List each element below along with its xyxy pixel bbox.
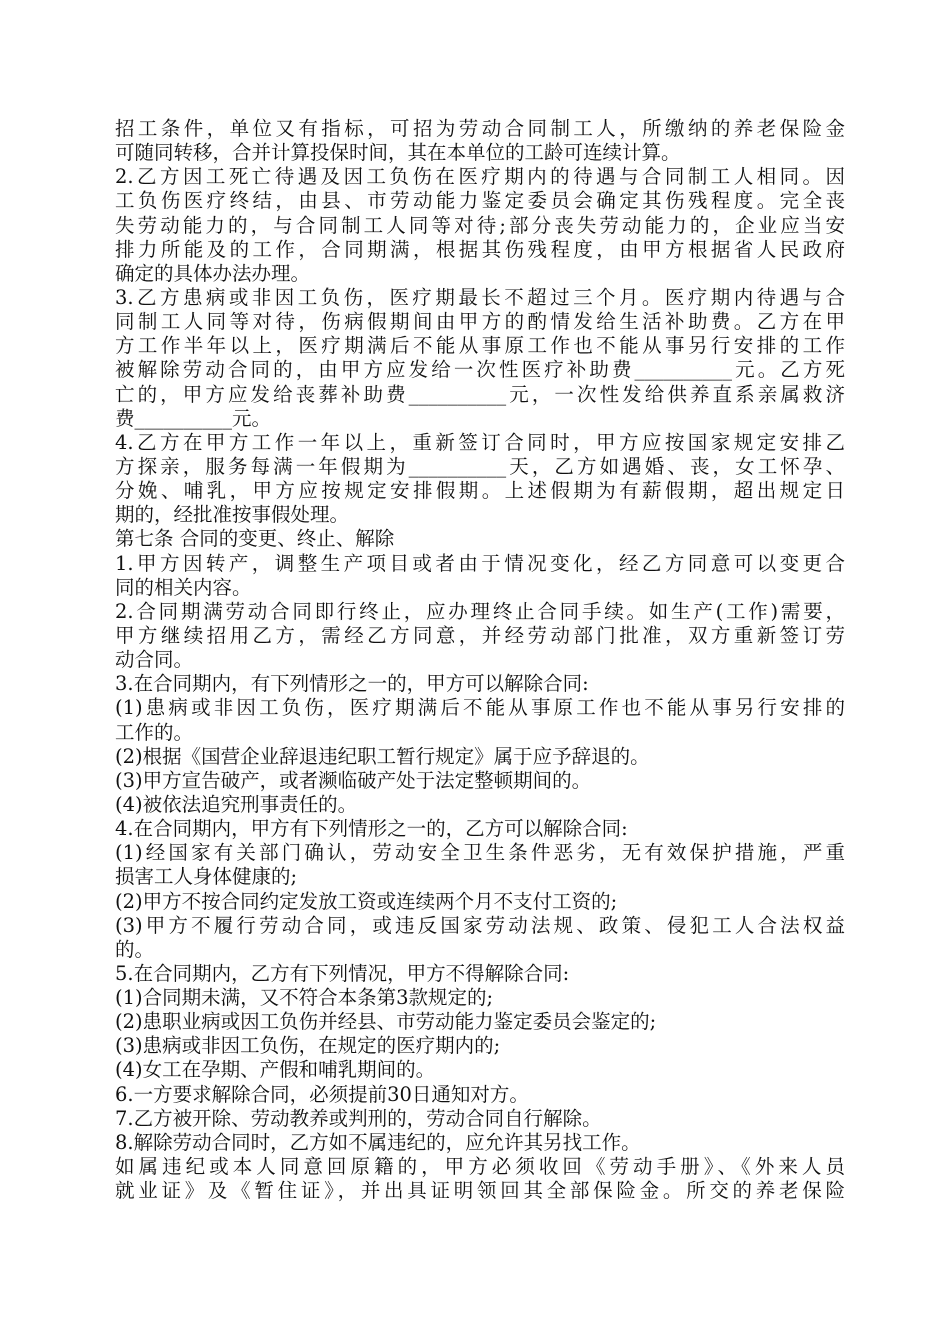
text-line: 确定的具体办法办理。 [115, 261, 311, 285]
text-line: (2)患职业病或因工负伤并经县、市劳动能力鉴定委员会鉴定的; [115, 1010, 657, 1034]
text-line: 4.乙方在甲方工作一年以上，重新签订合同时，甲方应按国家规定安排乙 [115, 430, 845, 454]
text-line: 分娩、哺乳，甲方应按规定安排假期。上述假期为有薪假期，超出规定日 [115, 479, 845, 503]
text-line: 3.乙方患病或非因工负伤，医疗期最长不超过三个月。医疗期内待遇与合 [115, 285, 845, 309]
text-line: 工作的。 [115, 720, 194, 744]
text-line: (4)女工在孕期、产假和哺乳期间的。 [115, 1058, 436, 1082]
text-line: 6.一方要求解除合同，必须提前30日通知对方。 [115, 1082, 529, 1106]
text-line: (3)甲方不履行劳动合同，或违反国家劳动法规、政策、侵犯工人合法权益 [115, 913, 845, 937]
text-line: 甲方继续招用乙方，需经乙方同意，并经劳动部门批准，双方重新签订劳 [115, 623, 845, 647]
text-line: (3)患病或非因工负伤，在规定的医疗期内的; [115, 1034, 501, 1058]
text-line: 3.在合同期内，有下列情形之一的，甲方可以解除合同: [115, 672, 589, 696]
text-line: 费__________元。 [115, 406, 272, 430]
text-line: 可随同转移，合并计算投保时间，其在本单位的工龄可连续计算。 [115, 141, 681, 165]
text-line: 招工条件，单位又有指标，可招为劳动合同制工人，所缴纳的养老保险金 [115, 117, 845, 140]
text-line: 方探亲，服务每满一年假期为__________天，乙方如遇婚、丧，女工怀孕、 [115, 454, 845, 478]
text-line: 方工作半年以上，医疗期满后不能从事原工作也不能从事另行安排的工作 [115, 334, 845, 358]
text-line: 亡的，甲方应发给丧葬补助费__________元，一次性发给供养直系亲属救济 [115, 382, 845, 406]
text-line: (3)甲方宣告破产，或者濒临破产处于法定整顿期间的。 [115, 768, 592, 792]
text-line: 4.在合同期内，甲方有下列情形之一的，乙方可以解除合同: [115, 817, 628, 841]
section-heading: 第七条 合同的变更、终止、解除 [115, 527, 395, 551]
text-line: (1)患病或非因工负伤，医疗期满后不能从事原工作也不能从事另行安排的 [115, 696, 845, 720]
text-line: 被解除劳动合同的，由甲方应发给一次性医疗补助费__________元。乙方死 [115, 358, 845, 382]
text-line: 损害工人身体健康的; [115, 865, 298, 889]
text-line: 失劳动能力的，与合同制工人同等对待;部分丧失劳动能力的，企业应当安 [115, 213, 845, 237]
text-line: (1)经国家有关部门确认，劳动安全卫生条件恶劣，无有效保护措施，严重 [115, 841, 845, 865]
text-line: 8.解除劳动合同时，乙方如不属违纪的，应允许其另找工作。 [115, 1130, 641, 1154]
text-line: (2)根据《国营企业辞退违纪职工暂行规定》属于应予辞退的。 [115, 744, 650, 768]
text-line: 动合同。 [115, 648, 194, 672]
text-line: 同制工人同等对待，伤病假期间由甲方的酌情发给生活补助费。乙方在甲 [115, 310, 845, 334]
text-line: 7.乙方被开除、劳动教养或判刑的，劳动合同自行解除。 [115, 1106, 602, 1130]
text-line: (4)被依法追究刑事责任的。 [115, 792, 358, 816]
text-line: 1.甲方因转产，调整生产项目或者由于情况变化，经乙方同意可以变更合 [115, 551, 845, 575]
text-line: 同的相关内容。 [115, 575, 252, 599]
text-line: 如属违纪或本人同意回原籍的，甲方必须收回《劳动手册》、《外来人员 [115, 1155, 845, 1179]
text-line: 排力所能及的工作，合同期满，根据其伤残程度，由甲方根据省人民政府 [115, 237, 845, 261]
text-line: 就业证》及《暂住证》，并出具证明领回其全部保险金。所交的养老保险 [115, 1179, 845, 1203]
text-line: 的。 [115, 937, 155, 961]
text-line: 2.乙方因工死亡待遇及因工负伤在医疗期内的待遇与合同制工人相同。因 [115, 165, 845, 189]
text-line: 工负伤医疗终结，由县、市劳动能力鉴定委员会确定其伤残程度。完全丧 [115, 189, 845, 213]
text-line: 期的，经批准按事假处理。 [115, 503, 350, 527]
text-line: (1)合同期未满，又不符合本条第3款规定的; [115, 986, 494, 1010]
text-line: 5.在合同期内，乙方有下列情况，甲方不得解除合同: [115, 961, 570, 985]
text-line: (2)甲方不按合同约定发放工资或连续两个月不支付工资的; [115, 889, 618, 913]
text-line: 2.合同期满劳动合同即行终止，应办理终止合同手续。如生产(工作)需要， [115, 599, 845, 623]
document-page [115, 117, 845, 1203]
